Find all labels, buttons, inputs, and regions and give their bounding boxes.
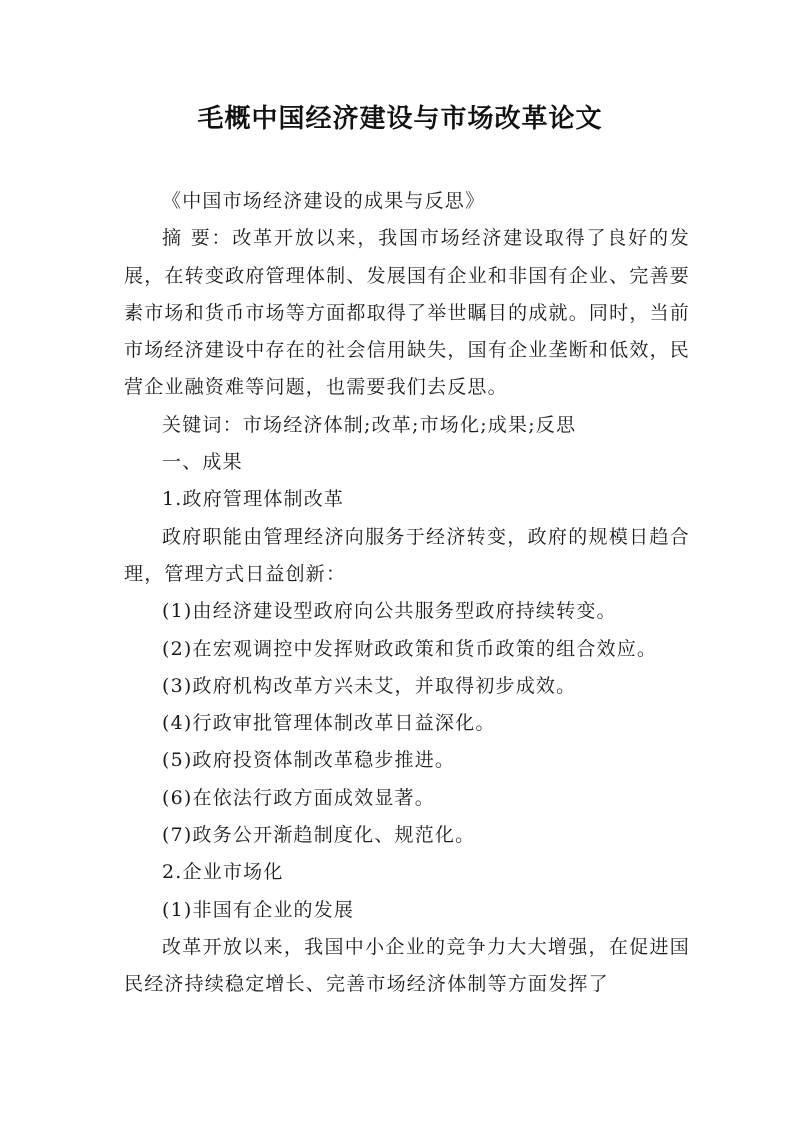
subsection-heading: (1)非国有企业的发展 bbox=[162, 898, 355, 921]
list-item: (4)行政审批管理体制改革日益深化。 bbox=[162, 712, 496, 735]
list-item: (1)由经济建设型政府向公共服务型政府持续转变。 bbox=[162, 600, 617, 623]
list-item: (3)政府机构改革方兴未艾，并取得初步成效。 bbox=[162, 674, 577, 697]
keywords-paragraph: 关键词：市场经济体制;改革;市场化;成果;反思 bbox=[162, 413, 577, 436]
document-title: 毛概中国经济建设与市场改革论文 bbox=[197, 104, 603, 134]
subsection-heading: 2.企业市场化 bbox=[162, 861, 284, 884]
section-heading: 一、成果 bbox=[162, 451, 243, 474]
subtitle-paragraph: 《中国市场经济建设的成果与反思》 bbox=[162, 190, 486, 212]
document-body bbox=[124, 183, 690, 1004]
list-item: (6)在依法行政方面成效显著。 bbox=[162, 786, 435, 809]
abstract-paragraph: 摘 要：改革开放以来，我国市场经济建设取得了良好的发展，在转变政府管理体制、发展国有企业和非国有企业、完善要素市场和货币市场等方面都取得了举世瞩目的成就。同时，当前市场经济建设中存在的社会信用缺失，国有企业垄断和低效，民营企业融资难等问题，也需要我们去反思。 bbox=[124, 227, 690, 399]
subsection-heading: 1.政府管理体制改革 bbox=[162, 488, 345, 511]
body-paragraph: 改革开放以来，我国中小企业的竞争力大大增强，在促进国民经济持续稳定增长、完善市场经济体制等方面发挥了 bbox=[124, 935, 690, 996]
body-paragraph: 政府职能由管理经济向服务于经济转变，政府的规模日趋合理，管理方式日益创新： bbox=[124, 525, 690, 585]
list-item: (5)政府投资体制改革稳步推进。 bbox=[162, 749, 456, 772]
list-item: (2)在宏观调控中发挥财政政策和货币政策的组合效应。 bbox=[162, 637, 658, 660]
list-item: (7)政务公开渐趋制度化、规范化。 bbox=[162, 824, 476, 847]
